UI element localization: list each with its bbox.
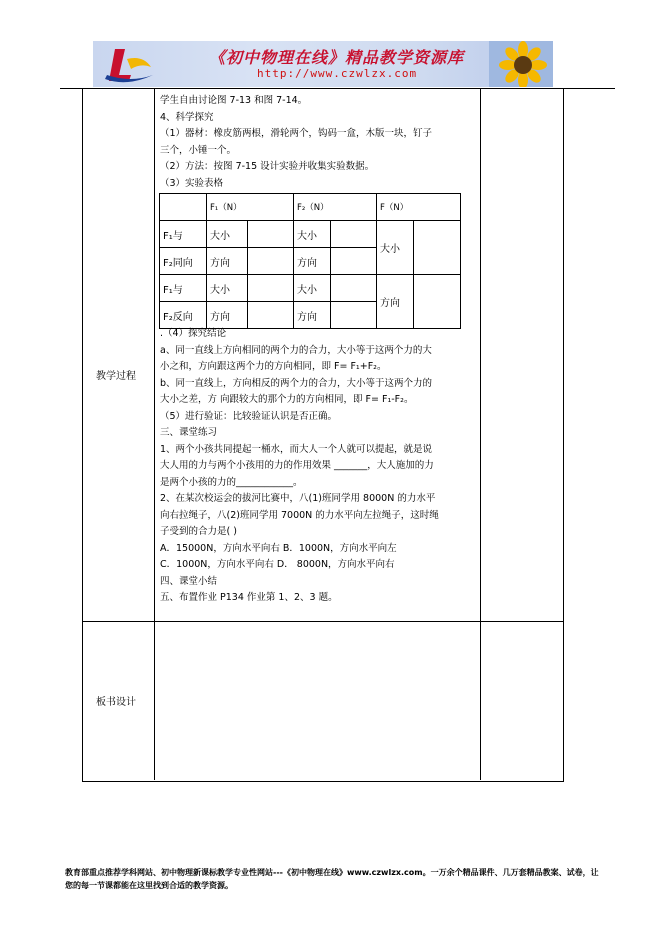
- page-footer: 教育部重点推荐学科网站、初中物理新课标教学专业性网站---《初中物理在线》www.czwlzx.com。一万余个精品课件、几万套精品教案、试卷，让您的每一节课都能在这里找到合适的教学资源。: [65, 868, 599, 890]
- table-cell: [248, 275, 294, 302]
- table-cell: [331, 248, 377, 275]
- text-line: 1、两个小孩共同提起一桶水，而大人一个人就可以提起，就是说: [160, 443, 433, 455]
- cell-direction: 方向: [207, 248, 248, 275]
- text-line: 大人用的力与两个小孩用的力的作用效果 _______，大人施加的力: [160, 460, 434, 471]
- banner-url[interactable]: http://www.czwlzx.com: [257, 67, 418, 80]
- text-line: 大小之差，方 向跟较大的那个力的方向相同，即 F= F₁-F₂。: [160, 394, 414, 405]
- text-line: 向右拉绳子，八(2)班同学用 7000N 的力水平向左拉绳子，这时绳: [160, 509, 439, 521]
- column-divider-left: [154, 88, 155, 780]
- table-cell: [248, 221, 294, 248]
- table-cell: [160, 194, 207, 221]
- header-f: F（N）: [377, 194, 461, 221]
- table-cell: [414, 275, 461, 329]
- text-line: 子受到的合力是( ): [160, 526, 237, 537]
- experiment-table: [159, 193, 461, 329]
- text-line: 是两个小孩的力的____________。: [160, 476, 303, 488]
- site-logo: [97, 45, 157, 85]
- section-heading: 三、课堂练习: [160, 427, 218, 438]
- text-line: 学生自由讨论图 7-13 和图 7-14。: [160, 95, 308, 106]
- text-line: 三个，小锤一个。: [160, 144, 237, 156]
- cell-direction: 方向: [207, 302, 248, 329]
- label-same-direction-b: F₂同向: [160, 248, 207, 275]
- text-line: 2、在某次校运会的拔河比赛中，八(1)班同学用 8000N 的力水平: [160, 493, 436, 504]
- column-divider-right: [480, 88, 481, 780]
- text-line: a、同一直线上方向相同的两个力的合力，大小等于这两个力的大: [160, 344, 432, 356]
- text-line: b、同一直线上，方向相反的两个力的合力，大小等于这两个力的: [160, 377, 433, 389]
- text-line: （1）器材：橡皮筋两根，滑轮两个，钩码一盒，木版一块，钉子: [160, 128, 433, 139]
- header-f2: F₂（N）: [294, 194, 377, 221]
- banner-title: 《初中物理在线》精品教学资源库: [209, 48, 465, 67]
- row-label-process: 教学过程: [96, 371, 136, 382]
- table-cell: [248, 302, 294, 329]
- text-line: .（4）探究结论: [160, 328, 227, 339]
- text-line: （3）实验表格: [160, 177, 224, 189]
- sunflower-icon: [489, 41, 553, 87]
- text-line: （5）进行验证：比较验证认识是否正确。: [160, 410, 338, 422]
- table-cell: [331, 302, 377, 329]
- table-cell: [248, 248, 294, 275]
- cell-direction: 方向: [294, 248, 331, 275]
- section-heading: 4、科学探究: [160, 111, 214, 123]
- table-row: [160, 221, 461, 248]
- table-row: [160, 194, 461, 221]
- row-label-board: 板书设计: [96, 697, 136, 708]
- table-cell: [414, 221, 461, 275]
- cell-size: 大小: [294, 275, 331, 302]
- label-opposite-direction-a: F₁与: [160, 275, 207, 302]
- answer-option: C．1000N，方向水平向右 D． 8000N，方向水平向右: [160, 559, 395, 570]
- row-divider: [82, 621, 563, 622]
- cell-size: 大小: [207, 275, 248, 302]
- table-cell: [331, 221, 377, 248]
- label-same-direction-a: F₁与: [160, 221, 207, 248]
- answer-option: A．15000N，方向水平向右 B．1000N，方向水平向左: [160, 542, 397, 554]
- cell-size: 大小: [294, 221, 331, 248]
- section-heading: 五、布置作业 P134 作业第 1、2、3 题。: [160, 592, 338, 603]
- label-opposite-direction-b: F₂反向: [160, 302, 207, 329]
- cell-size: 大小: [207, 221, 248, 248]
- table-row: [160, 275, 461, 302]
- section-heading: 四、课堂小结: [160, 575, 218, 587]
- table-cell: [331, 275, 377, 302]
- text-line: （2）方法：按图 7-15 设计实验并收集实验数据。: [160, 161, 375, 172]
- header-f1: F₁（N）: [207, 194, 294, 221]
- text-line: 小之和，方向跟这两个力的方向相同，即 F= F₁+F₂。: [160, 361, 387, 372]
- process-content: [160, 93, 478, 607]
- cell-direction: 方向: [294, 302, 331, 329]
- header-banner: [93, 41, 553, 87]
- cell-direction: 方向: [377, 275, 414, 329]
- cell-size: 大小: [377, 221, 414, 275]
